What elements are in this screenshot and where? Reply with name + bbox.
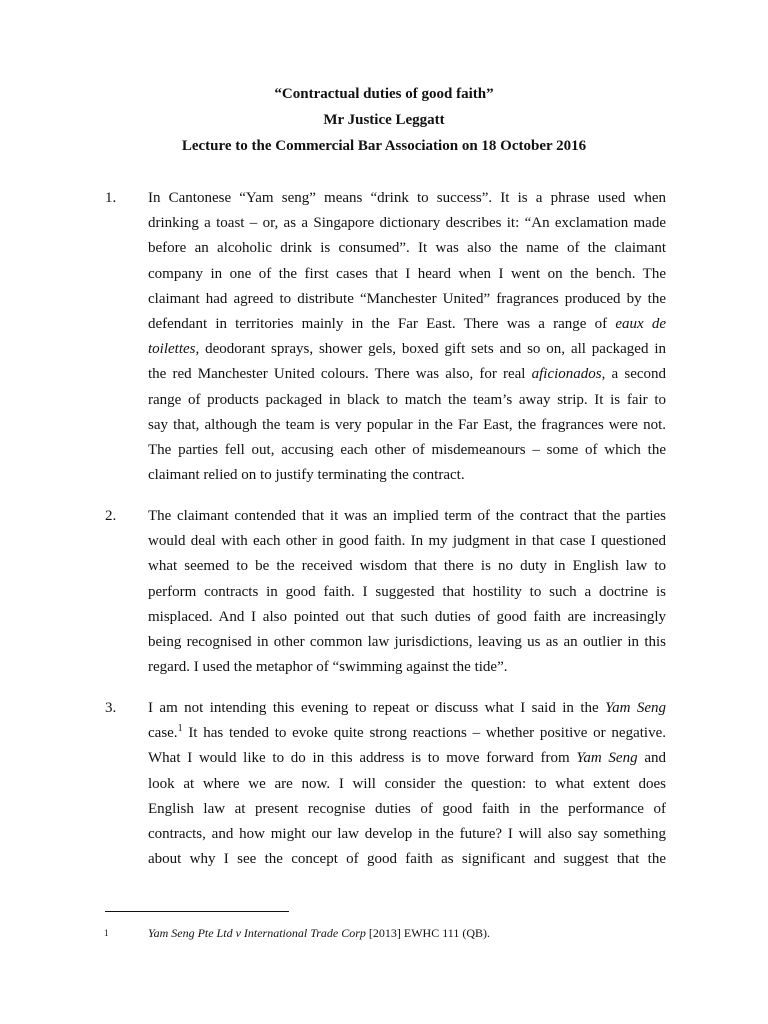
paragraph-line: would deal with each other in good faith. In my judgment in that case I questioned (148, 533, 666, 550)
paragraph-line: toilettes, deodorant sprays, shower gels, boxed gift sets and so on, all packaged in (148, 341, 666, 358)
paragraph-line: claimant had agreed to distribute “Manchester United” fragrances produced by the (148, 290, 666, 307)
paragraph-line: The claimant contended that it was an implied term of the contract that the parties (148, 508, 666, 524)
paragraph-line: drinking a toast – or, as a Singapore dictionary describes it: “An exclamation made (148, 215, 666, 232)
paragraph-line: case.$^1$ It has tended to evoke quite strong reactions – whether positive or negative. (148, 723, 666, 742)
paragraph-line: defendant in territories mainly in the Far East. There was a range of eaux de (148, 315, 666, 332)
paragraph-number: 2. (105, 508, 117, 524)
paragraph-number: 3. (105, 700, 117, 716)
footnote-number: 1 (104, 928, 109, 938)
paragraph-line: range of products packaged in black to match the team’s away strip. It is fair to (148, 391, 666, 408)
paragraph-line: company in one of the first cases that I heard when I went on the bench. The (148, 265, 666, 282)
paragraph-line: perform contracts in good faith. I suggested that hostility to such a doctrine is (148, 583, 666, 600)
paragraph-line: the red Manchester United colours. There was also, for real aficionados, a second (148, 366, 667, 383)
lecture-occasion: Lecture to the Commercial Bar Association on 18 October 2016 (181, 138, 587, 154)
paragraph-1 (148, 186, 666, 488)
paragraph-line: In Cantonese “Yam seng” means “drink to success”. It is a phrase used when (148, 190, 666, 206)
paragraph-line: about why I see the concept of good faith as significant and suggest that the (148, 851, 666, 868)
footnote-case-name: Yam Seng Pte Ltd v International Trade Corp (148, 926, 366, 940)
italic-text: aficionados (531, 366, 602, 383)
paragraph-line: misplaced. And I also pointed out that such duties of good faith are increasingly (148, 608, 666, 625)
italic-text: toilettes (148, 341, 196, 358)
footnote-text (148, 926, 490, 941)
footnote-reference[interactable]: 1 (177, 723, 183, 735)
paragraph-line: what seemed to be the received wisdom that there is no duty in English law to (148, 558, 666, 575)
footnote-divider (105, 911, 289, 912)
paragraph-line: claimant relied on to justify terminating the contract. (148, 467, 465, 484)
lecture-title: “Contractual duties of good faith” (274, 86, 494, 102)
paragraph-line: What I would like to do in this address is to move forward from Yam Seng and (148, 750, 666, 767)
paragraph-number: 1. (105, 190, 117, 206)
italic-text: Yam Seng (576, 750, 638, 767)
paragraph-line: before an alcoholic drink is consumed”. It was also the name of the claimant (148, 240, 666, 257)
paragraph-line: The parties fell out, accusing each other of misdemeanours – some of which the (148, 441, 666, 458)
italic-text: Yam Seng (605, 700, 666, 716)
paragraph-line: English law at present recognise duties of good faith in the performance of (148, 800, 666, 817)
paragraph-2 (148, 504, 666, 680)
paragraph-line: I am not intending this evening to repeat or discuss what I said in the Yam Seng (148, 700, 666, 716)
lecture-author: Mr Justice Leggatt (323, 112, 445, 128)
footnote-citation: [2013] EWHC 111 (QB). (368, 926, 490, 940)
paragraph-line: being recognised in other common law jurisdictions, leaving us as an outlier in this (148, 633, 666, 650)
paragraph-line: regard. I used the metaphor of “swimming against the tide”. (148, 659, 508, 676)
paragraph-3 (148, 696, 666, 872)
italic-text: eaux de (615, 315, 666, 332)
paragraph-line: look at where we are now. I will consider the question: to what extent does (148, 775, 666, 792)
paragraph-line: say that, although the team is very popular in the Far East, the fragrances were not. (148, 416, 666, 433)
paragraph-line: contracts, and how might our law develop in the future? I will also say something (148, 825, 666, 842)
